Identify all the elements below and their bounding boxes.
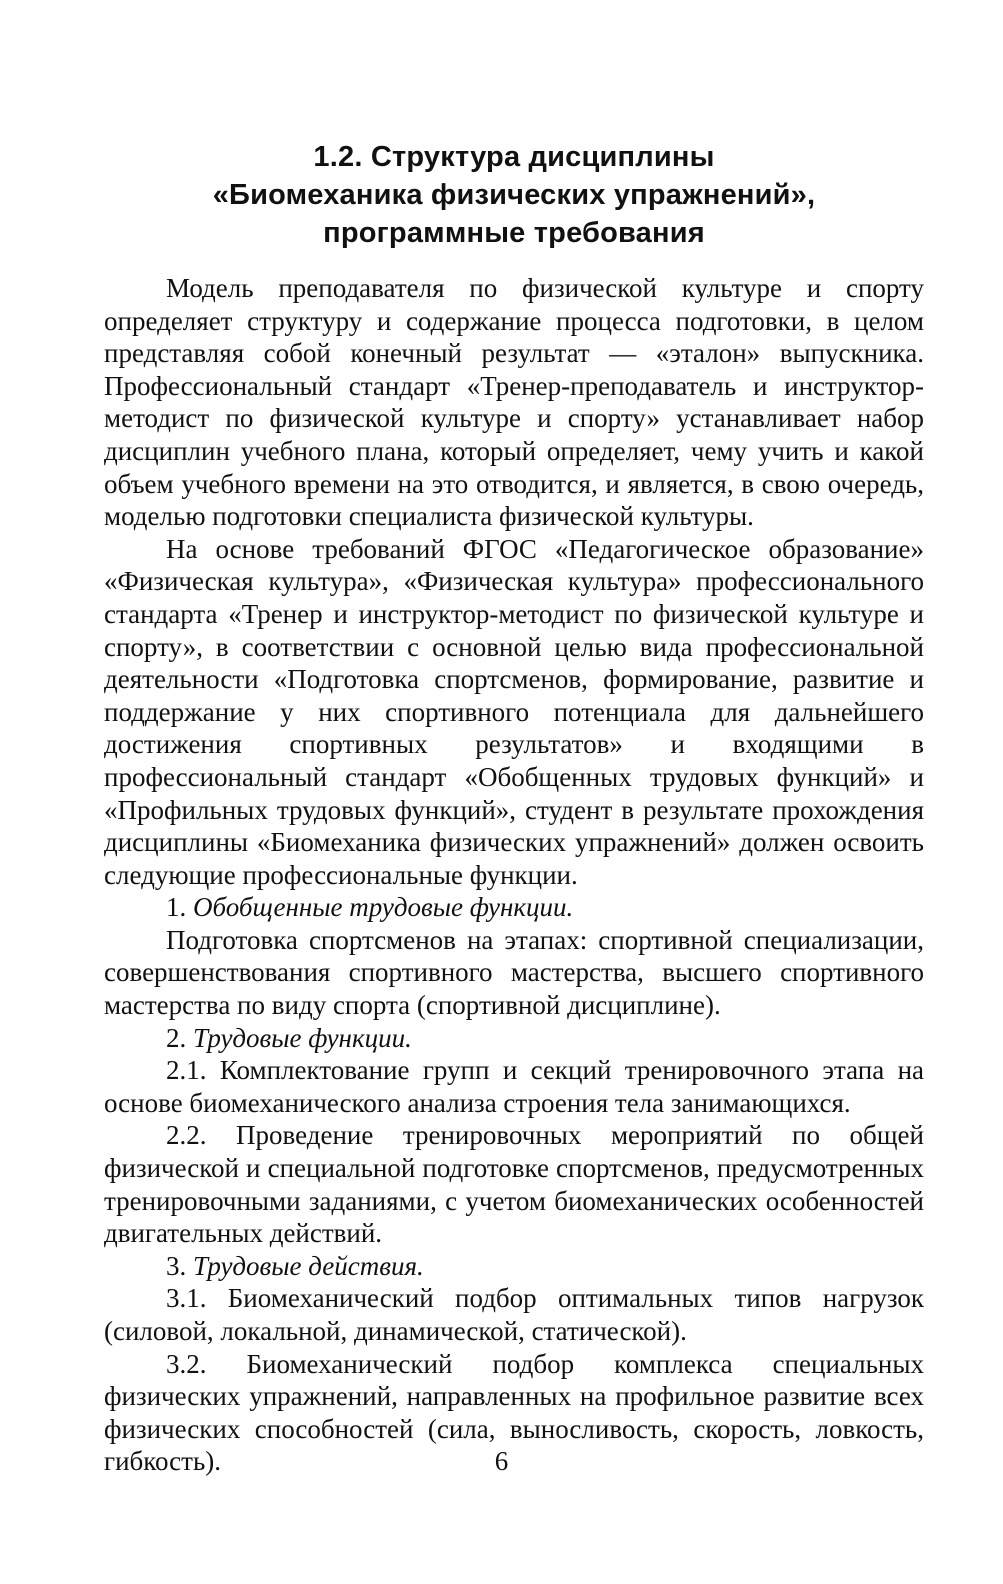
list-heading-2-number: 2. [166,1022,187,1053]
body-text [104,272,924,1478]
page-number: 6 [494,1446,509,1476]
heading-line-2: «Биомеханика физических упражнений», [212,179,816,211]
list-heading-3 [104,1250,924,1283]
paragraph-intro: Модель преподавателя по физической культуре и спорту определяет структуру и содержание процесса подготовки, в целом представляя собой конечный результат — «эталон» выпускника. Профессиональный стандарт «Тренер-преподаватель и инструктор-методист по физической культуре и спорту» устанавливает набор дисциплин учебного плана, который определяет, чему учить и какой объем учебного времени на это отводится, и является, в свою очередь, моделью подготовки специалиста физической культуры. [104,273,924,532]
list-item-3-1: 3.1. Биомеханический подбор оптимальных типов нагрузок (силовой, локальной, динамической, статической). [104,1283,924,1346]
list-heading-1-title: Обобщенные трудовые функции. [193,892,574,923]
heading-line-1: 1.2. Структура дисциплины [313,141,715,173]
list-heading-2-title: Трудовые функции. [193,1022,412,1053]
list-heading-2 [104,1022,924,1055]
list-item-2-2: 2.2. Проведение тренировочных мероприятий по общей физической и специальной подготовке спортсменов, предусмотренных тренировочными заданиями, с учетом биомеханических особенностей двигательных действий. [104,1120,924,1249]
heading-line-3: программные требования [323,217,705,249]
list-heading-1 [104,891,924,924]
paragraph-training-stages: Подготовка спортсменов на этапах: спортивной специализации, совершенствования спортивного мастерства, высшего спортивного мастерства по виду спорта (спортивной дисциплине). [104,924,924,1021]
list-item-2-1: 2.1. Комплектование групп и секций тренировочного этапа на основе биомеханического анализа строения тела занимающихся. [104,1055,924,1118]
list-item-3-2: 3.2. Биомеханический подбор комплекса специальных физических упражнений, направленных на профильное развитие всех физических способностей (сила, выносливость, скорость, ловкость, гибкость). [104,1348,924,1477]
page-content [104,138,924,1478]
paragraph-requirements: На основе требований ФГОС «Педагогическое образование» «Физическая культура», «Физическая культура» профессионального стандарта «Тренер и инструктор-методист по физической культуре и спорту», в соответствии с основной целью вида профессиональной деятельности «Подготовка спортсменов, формирование, развитие и поддержание у них спортивного потенциала для дальнейшего достижения спортивных результатов» и входящими в профессиональный стандарт «Обобщенных трудовых функций» и «Профильных трудовых функций», студент в результате прохождения дисциплины «Биомеханика физических упражнений» должен освоить следующие профессиональные функции. [104,533,924,890]
list-heading-1-number: 1. [166,892,187,923]
list-heading-3-title: Трудовые действия. [193,1250,424,1281]
section-heading [104,138,924,252]
list-heading-3-number: 3. [166,1250,187,1281]
